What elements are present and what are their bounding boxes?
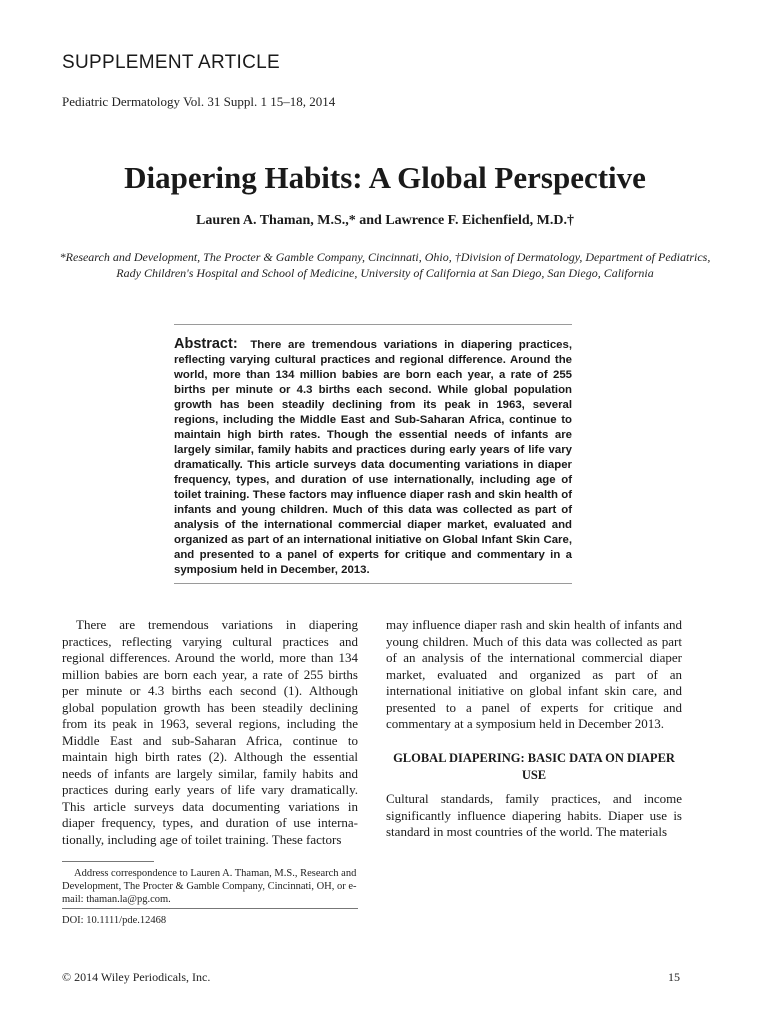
doi-rule [62,908,358,909]
abstract-label: Abstract: [174,336,238,352]
journal-citation: Pediatric Dermatology Vol. 31 Suppl. 1 15–18, 2014 [62,94,336,109]
author-list: Lauren A. Thaman, M.S.,* and Lawrence F. Eichenfield, M.D.† [196,213,574,228]
body-column-right [386,617,682,733]
abstract-top-rule [174,324,572,325]
correspondence-footnote [62,867,358,906]
copyright-notice: © 2014 Wiley Periodicals, Inc. [62,970,211,984]
footnote-rule [62,861,154,862]
correspondence-text: Address correspondence to Lauren A. Thaman, M.S., Research and Development, The Procter & Gamble Company, Cincinnati, OH, or e-mail: thaman.la@pg.com. [62,868,357,905]
page-number: 15 [668,970,680,984]
section-label: SUPPLEMENT ARTICLE [62,52,280,73]
author-affiliations: *Research and Development, The Procter & Gamble Company, Cincinnati, Ohio, †Division of Dermatology, Department of Pediatrics, Rady Children's Hospital and School of Medicine, University of California at San Diego, San Diego, California [59,250,711,280]
body-column-left [62,617,358,848]
abstract-block [174,337,572,578]
abstract-text: There are tremendous variations in diapering practices, reflecting varying cultural practices and regional difference. Around the world, more than 134 million babies are born each year, a rate of 255 births per minute or 4.3 births each second. While global population growth has been steadily declining from its peak in 1963, several regions, including the Middle East and Sub-Saharan Africa, continue to maintain high birth rates. Though the essential needs of infants are largely similar, family habits and practices during early years of life vary dramatically. This article surveys data documenting variations in diaper frequency, types, and duration of use internationally, including age of toilet training. These factors may influence diaper rash and skin health of infants and young children. Much of this data was collected as part of analysis of the international commercial diaper market, evaluated and organized as part of an international initiative on Global Infant Skin Care, and presented to a panel of experts for critique and commentary in a symposium held in December, 2013. [174,339,572,576]
body-paragraph: There are tremendous variations in diapering practices, reflecting varying cultural practices and regional differences. Around the world, more than 134 million babies are born each year, a rate of 255 births per minute or 4.3 births each second (1). Although global population growth has been steadily declining from its peak in 1963, several regions, including the Middle East and sub-Saharan Africa, continue to maintain high birth rates (2). Although the essential needs of infants are largely similar, family habits and practices during early years of life vary dramatically. This article surveys data documenting variations in diaper frequency, types, and duration of use interna-tionally, including age of toilet training. These factors [62,617,358,847]
body-paragraph-continued: may influence diaper rash and skin health of infants and young children. Much of this data was collected as part of an analysis of the international commercial diaper market, evaluated and organized as part of an international initiative on global infant skin care, and presented to a panel of experts for critique and commentary at a symposium held in December 2013. [386,617,682,731]
abstract-bottom-rule [174,583,572,584]
doi-text: DOI: 10.1111/pde.12468 [62,915,167,926]
section-paragraph: Cultural standards, family practices, and income significantly influence diapering habits. Diaper use is standard in most countries of the world. The materials [386,791,682,839]
section-heading: GLOBAL DIAPERING: BASIC DATA ON DIAPER USE [393,751,675,782]
article-title: Diapering Habits: A Global Perspective [124,160,646,195]
section-body [386,791,682,841]
